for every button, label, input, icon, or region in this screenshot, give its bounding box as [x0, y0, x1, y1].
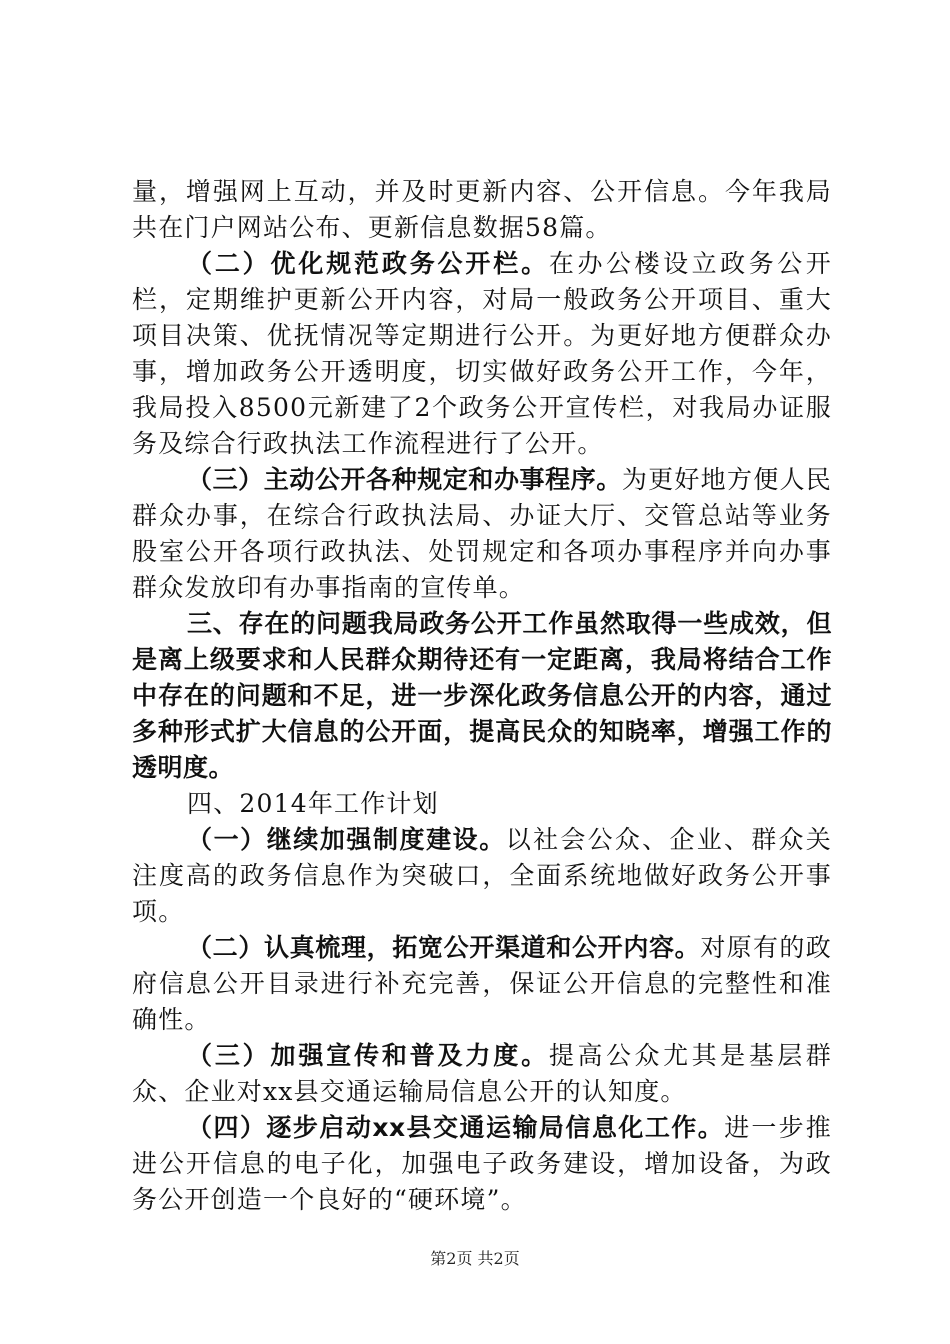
paragraph-7-heading: （二）认真梳理，拓宽公开渠道和公开内容。	[187, 933, 701, 962]
document-body	[132, 174, 832, 1218]
paragraph-8-heading: （三）加强宣传和普及力度。	[187, 1041, 549, 1070]
paragraph-2	[132, 246, 832, 462]
paragraph-7	[132, 930, 832, 1038]
paragraph-8-text: 提高公众尤其是基层群众、企业对xx县交通运输局信息公开的认知度。	[132, 1041, 832, 1106]
paragraph-6-text: 以社会公众、企业、群众关注度高的政务信息作为突破口，全面系统地做好政务公开事项。	[132, 825, 832, 926]
paragraph-1-text: 量，增强网上互动，并及时更新内容、公开信息。今年我局共在门户网站公布、更新信息数据58篇。	[132, 177, 832, 242]
paragraph-1	[132, 174, 832, 246]
paragraph-3-text: 为更好地方便人民群众办事，在综合行政执法局、办证大厅、交管总站等业务股室公开各项行政执法、处罚规定和各项办事程序并向办事群众发放印有办事指南的宣传单。	[132, 465, 832, 602]
paragraph-6-heading: （一）继续加强制度建设。	[187, 825, 506, 854]
paragraph-6	[132, 822, 832, 930]
paragraph-4	[132, 606, 832, 786]
paragraph-4-heading: 三、存在的问题我局政务公开工作虽然取得一些成效，但是离上级要求和人民群众期待还有一定距离，我局将结合工作中存在的问题和不足，进一步深化政务信息公开的内容，通过多种形式扩大信息的公开面，提高民众的知晓率，增强工作的透明度。	[132, 609, 832, 782]
page-footer: 第2页 共2页	[430, 1249, 520, 1268]
paragraph-2-heading: （二）优化规范政务公开栏。	[187, 249, 549, 278]
paragraph-7-text: 对原有的政府信息公开目录进行补充完善，保证公开信息的完整性和准确性。	[132, 933, 832, 1034]
paragraph-2-text: 在办公楼设立政务公开栏，定期维护更新公开内容，对局一般政务公开项目、重大项目决策、优抚情况等定期进行公开。为更好地方便群众办事，增加政务公开透明度，切实做好政务公开工作，今年，我局投入8500元新建了2个政务公开宣传栏，对我局办证服务及综合行政执法工作流程进行了公开。	[132, 249, 832, 458]
paragraph-9	[132, 1110, 832, 1218]
paragraph-9-text: 进一步推进公开信息的电子化，加强电子政务建设，增加设备，为政务公开创造一个良好的“硬环境”。	[132, 1113, 832, 1214]
paragraph-3-heading: （三）主动公开各种规定和办事程序。	[187, 465, 622, 494]
section-title-plan-text: 四、2014年工作计划	[187, 789, 439, 818]
paragraph-3	[132, 462, 832, 606]
paragraph-8	[132, 1038, 832, 1110]
paragraph-9-heading: （四）逐步启动xx县交通运输局信息化工作。	[187, 1113, 725, 1142]
section-title-plan	[132, 786, 832, 822]
